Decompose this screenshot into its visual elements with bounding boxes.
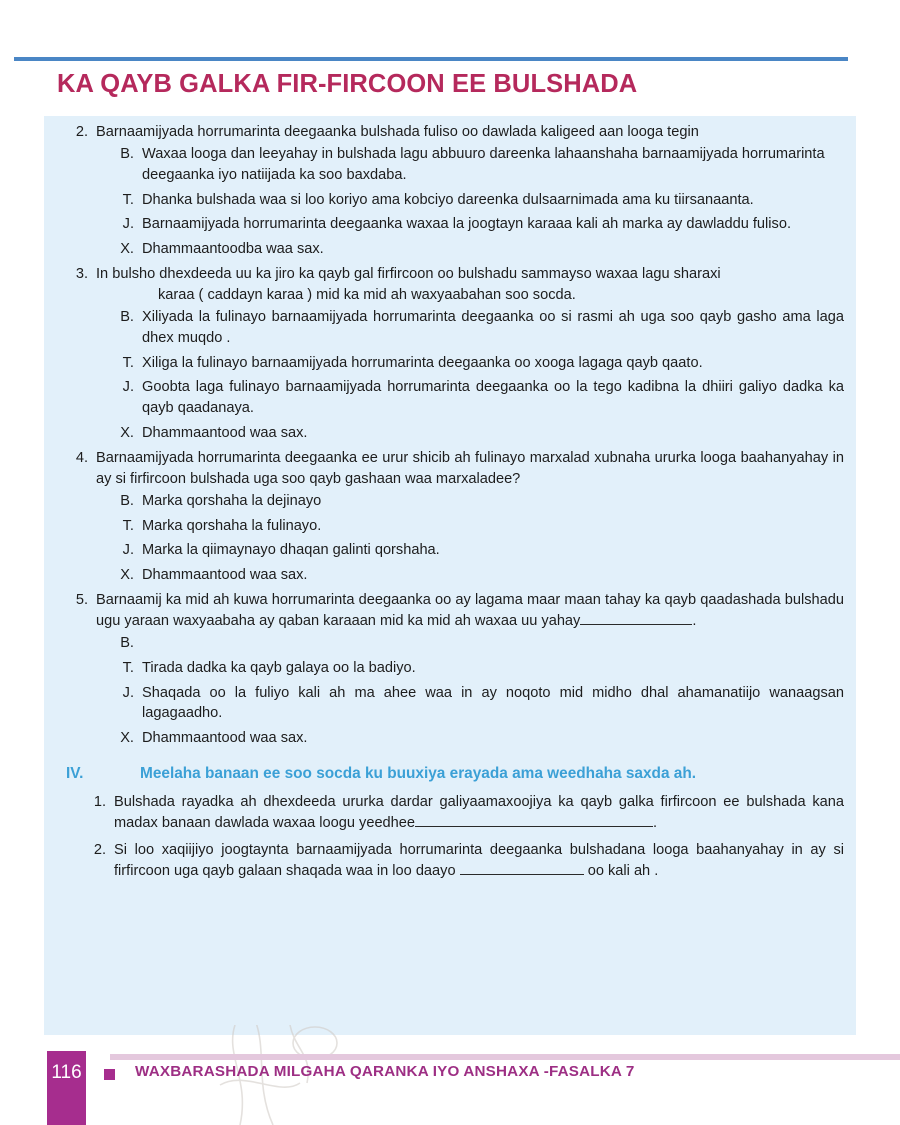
footer-title: WAXBARASHADA MILGAHA QARANKA IYO ANSHAXA -FASALKA 7 xyxy=(135,1063,635,1080)
section-number: IV. xyxy=(66,765,84,783)
option-text: Shaqada oo la fuliyo kali ah ma ahee waa in ay noqoto mid midho dhal ahamanatiijo wanaagsan lagagaadho. xyxy=(142,684,844,722)
option-row[interactable] xyxy=(56,491,844,512)
question-text-line2: karaa ( caddayn karaa ) mid ka mid ah waxyaabahan soo socda. xyxy=(158,287,576,304)
item-text xyxy=(114,792,844,834)
question-number: 5. xyxy=(75,592,88,609)
question-text: Barnaamijyada horrumarinta deegaanka ee urur shicib ah fulinayo marxalad xubnaha ururka looga baahanyahay in ay si firfircoon bulshada uga soo qayb gashaan waa marxaladee? xyxy=(96,450,844,487)
item-text-part1: Si loo xaqiijiyo joogtaynta barnaamijyada horrumarinta deegaanka bulshadana looga baahanyahay in ay si firfircoon uga qayb galaan shaqada waa in loo daayo xyxy=(114,841,844,879)
item-number: 1. xyxy=(93,794,106,811)
section-title: Meelaha banaan ee soo socda ku buuxiya erayada ama weedhaha saxda ah. xyxy=(140,765,697,783)
option-row[interactable] xyxy=(56,633,844,654)
item-text-part2: . xyxy=(653,815,658,832)
item-text xyxy=(114,840,844,882)
option-text: Goobta laga fulinayo barnaamijyada horrumarinta deegaanka oo la tego kadibna la dhiiri galiyo dadka ka qayb qaadanaya. xyxy=(142,379,844,417)
option-label: B. xyxy=(120,492,134,509)
option-label: J. xyxy=(122,216,134,233)
question-number: 4. xyxy=(75,450,88,467)
question-stem xyxy=(56,264,844,306)
option-row[interactable] xyxy=(56,565,844,586)
option-text: Tirada dadka ka qayb galaya oo la badiyo. xyxy=(142,659,416,676)
option-text: Dhammaantood waa sax. xyxy=(142,425,308,442)
question-text-part2: . xyxy=(692,613,697,630)
option-row[interactable] xyxy=(56,658,844,679)
option-text: Barnaamijyada horrumarinta deegaanka waxaa la joogtayn karaaa kali ah marka ay dawladdu fuliso. xyxy=(142,216,791,233)
header-rule xyxy=(14,57,848,61)
option-text: Waxaa looga dan leeyahay in bulshada lagu abbuuro dareenka lahaanshaha barnaamijyada horrumarinta deegaanka iyo natiijada ka soo baxdaba. xyxy=(142,145,825,183)
option-text: Dhammaantoodba waa sax. xyxy=(142,241,324,258)
option-label: J. xyxy=(122,684,134,701)
option-label: X. xyxy=(120,567,134,584)
option-label: B. xyxy=(120,634,134,651)
option-label: T. xyxy=(122,517,134,534)
question-text xyxy=(96,590,844,632)
question-number: 2. xyxy=(75,124,88,140)
question-text-part1: Barnaamij ka mid ah kuwa horrumarinta deegaanka oo ay lagama maar maan tahay ka qayb qaadashada bulshadu ugu yaraan waxyaabaha ay qaban karaaan mid ka mid ah waxaa uu yahay xyxy=(96,592,844,630)
option-row[interactable] xyxy=(56,214,844,235)
item-number: 2. xyxy=(93,841,106,858)
option-row[interactable] xyxy=(56,540,844,561)
option-label: T. xyxy=(122,191,134,208)
option-row[interactable] xyxy=(56,190,844,211)
option-text: Dhammaantood waa sax. xyxy=(142,567,308,584)
option-label: T. xyxy=(122,659,134,676)
option-label: T. xyxy=(122,354,134,371)
option-row[interactable] xyxy=(56,423,844,444)
item-text-part1: Bulshada rayadka ah dhexdeeda ururka dardar galiyaamaxoojiya ka qayb galka firfircoon ee bulshada kana madax banaan dawlada waxaa loogu yeedhee xyxy=(114,794,844,832)
question-stem xyxy=(56,448,844,490)
option-label: J. xyxy=(122,379,134,396)
option-label: X. xyxy=(120,241,134,258)
question-stem xyxy=(56,590,844,632)
page-title: KA QAYB GALKA FIR-FIRCOON EE BULSHADA xyxy=(57,70,638,98)
content-panel xyxy=(44,116,856,1035)
option-text: Xiliga la fulinayo barnaamijyada horrumarinta deegaanka oo xooga lagaga qayb qaato. xyxy=(142,354,703,371)
option-label: X. xyxy=(120,730,134,747)
option-text: Dhanka bulshada waa si loo koriyo ama kobciyo dareenka dulsaarnimada ama ku tiirsanaanta. xyxy=(142,191,754,208)
option-row[interactable] xyxy=(56,377,844,419)
question-stem xyxy=(56,122,844,143)
fill-in-item xyxy=(56,840,844,882)
fill-in-blank[interactable] xyxy=(460,874,584,875)
option-label: J. xyxy=(122,542,134,559)
section-heading xyxy=(56,765,844,783)
option-row[interactable] xyxy=(56,683,844,725)
item-text-part2: oo kali ah . xyxy=(587,862,659,879)
option-text: Marka qorshaha la dejinayo xyxy=(142,492,322,509)
option-text: Marka la qiimaynayo dhaqan galinti qorshaha. xyxy=(142,542,440,559)
option-row[interactable] xyxy=(56,307,844,349)
question-text: Barnaamijyada horrumarinta deegaanka bulshada fuliso oo dawlada kaligeed aan looga tegin xyxy=(96,124,699,140)
option-label: B. xyxy=(120,308,134,325)
option-row[interactable] xyxy=(56,144,844,186)
fill-in-blank[interactable] xyxy=(415,826,653,827)
page-number-badge: 116 xyxy=(47,1051,86,1125)
question-text-line1: In bulsho dhexdeeda uu ka jiro ka qayb gal firfircoon oo bulshadu sammayso waxaa lagu sharaxi xyxy=(96,266,721,283)
option-row[interactable] xyxy=(56,239,844,260)
footer-rule xyxy=(110,1054,900,1060)
option-text: Marka qorshaha la fulinayo. xyxy=(142,517,322,534)
option-text: Xiliyada la fulinayo barnaamijyada horrumarinta deegaanka oo si rasmi ah uga soo qayb gasho ama laga dhex muqdo . xyxy=(142,308,844,346)
option-row[interactable] xyxy=(56,353,844,374)
square-bullet-icon xyxy=(104,1069,115,1080)
option-row[interactable] xyxy=(56,516,844,537)
option-row[interactable] xyxy=(56,728,844,749)
option-label: X. xyxy=(120,425,134,442)
option-label: B. xyxy=(120,145,134,162)
fill-in-blank[interactable] xyxy=(580,624,692,625)
option-text: Dhammaantood waa sax. xyxy=(142,730,308,747)
question-number: 3. xyxy=(75,266,88,283)
fill-in-item xyxy=(56,792,844,834)
question-text xyxy=(96,264,844,306)
